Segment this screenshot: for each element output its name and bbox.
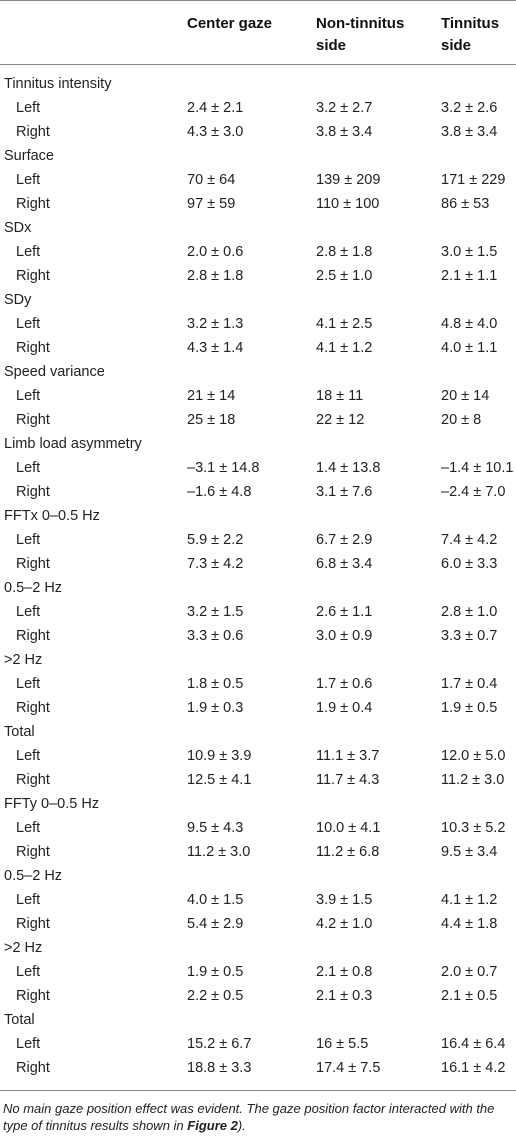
table-cell: 10.0 ± 4.1 bbox=[316, 820, 381, 836]
group-row bbox=[0, 504, 516, 528]
row-label: Left bbox=[16, 748, 41, 764]
table-cell: 2.0 ± 0.6 bbox=[187, 244, 244, 260]
header-non-tinnitus-side-line2: side bbox=[316, 37, 347, 54]
table-cell: 2.1 ± 1.1 bbox=[441, 268, 498, 284]
row-label: Right bbox=[16, 916, 50, 932]
row-label: Left bbox=[16, 100, 41, 116]
table-cell: –1.4 ± 10.1 bbox=[441, 460, 514, 476]
group-row bbox=[0, 936, 516, 960]
table-cell: 171 ± 229 bbox=[441, 172, 506, 188]
group-row bbox=[0, 720, 516, 744]
bottom-rule bbox=[0, 1090, 516, 1091]
table-row bbox=[0, 816, 516, 840]
table-cell: 2.8 ± 1.0 bbox=[441, 604, 498, 620]
group-label: >2 Hz bbox=[4, 940, 43, 956]
table-cell: –2.4 ± 7.0 bbox=[441, 484, 506, 500]
row-label: Right bbox=[16, 628, 50, 644]
table-cell: 15.2 ± 6.7 bbox=[187, 1036, 252, 1052]
table-cell: 1.9 ± 0.5 bbox=[187, 964, 244, 980]
table-cell: 4.3 ± 3.0 bbox=[187, 124, 244, 140]
table-cell: 12.5 ± 4.1 bbox=[187, 772, 252, 788]
group-row bbox=[0, 432, 516, 456]
table-row bbox=[0, 264, 516, 288]
header-center-gaze: Center gaze bbox=[187, 15, 273, 32]
table-cell: 18.8 ± 3.3 bbox=[187, 1060, 252, 1076]
group-label: Tinnitus intensity bbox=[4, 76, 112, 92]
table-cell: 139 ± 209 bbox=[316, 172, 381, 188]
table-row bbox=[0, 984, 516, 1008]
table-row bbox=[0, 528, 516, 552]
table-cell: 6.7 ± 2.9 bbox=[316, 532, 373, 548]
table-cell: 110 ± 100 bbox=[316, 196, 380, 212]
row-label: Right bbox=[16, 988, 50, 1004]
row-label: Left bbox=[16, 964, 41, 980]
table-cell: 4.1 ± 2.5 bbox=[316, 316, 373, 332]
table-row bbox=[0, 480, 516, 504]
row-label: Left bbox=[16, 244, 41, 260]
row-label: Left bbox=[16, 1036, 41, 1052]
table-cell: 3.2 ± 2.7 bbox=[316, 100, 373, 116]
table-row bbox=[0, 168, 516, 192]
group-label: Speed variance bbox=[4, 364, 105, 380]
group-label: Total bbox=[4, 724, 35, 740]
table-row bbox=[0, 552, 516, 576]
table-cell: 1.8 ± 0.5 bbox=[187, 676, 244, 692]
table-cell: 70 ± 64 bbox=[187, 172, 236, 188]
group-label: Total bbox=[4, 1012, 35, 1028]
table-cell: –1.6 ± 4.8 bbox=[187, 484, 252, 500]
table-cell: 4.1 ± 1.2 bbox=[441, 892, 498, 908]
table-cell: 10.9 ± 3.9 bbox=[187, 748, 252, 764]
table-cell: 9.5 ± 3.4 bbox=[441, 844, 498, 860]
table-row bbox=[0, 312, 516, 336]
row-label: Left bbox=[16, 892, 41, 908]
table-cell: 20 ± 14 bbox=[441, 388, 490, 404]
row-label: Right bbox=[16, 268, 50, 284]
table-cell: 25 ± 18 bbox=[187, 412, 236, 428]
row-label: Left bbox=[16, 820, 41, 836]
group-label: Limb load asymmetry bbox=[4, 436, 142, 452]
table-row bbox=[0, 408, 516, 432]
table-cell: 4.0 ± 1.1 bbox=[441, 340, 498, 356]
row-label: Left bbox=[16, 532, 41, 548]
table-cell: 1.7 ± 0.6 bbox=[316, 676, 373, 692]
table-cell: 9.5 ± 4.3 bbox=[187, 820, 244, 836]
table-row bbox=[0, 600, 516, 624]
table-row bbox=[0, 912, 516, 936]
table-row bbox=[0, 672, 516, 696]
table-cell: 2.8 ± 1.8 bbox=[316, 244, 373, 260]
group-row bbox=[0, 648, 516, 672]
table-cell: –3.1 ± 14.8 bbox=[187, 460, 260, 476]
group-label: 0.5–2 Hz bbox=[4, 868, 63, 884]
table-cell: 7.4 ± 4.2 bbox=[441, 532, 498, 548]
group-row bbox=[0, 792, 516, 816]
table-cell: 10.3 ± 5.2 bbox=[441, 820, 506, 836]
table-row bbox=[0, 888, 516, 912]
table-row bbox=[0, 96, 516, 120]
table-cell: 1.9 ± 0.4 bbox=[316, 700, 373, 716]
table-cell: 4.3 ± 1.4 bbox=[187, 340, 244, 356]
table-cell: 2.1 ± 0.8 bbox=[316, 964, 373, 980]
table-cell: 20 ± 8 bbox=[441, 412, 482, 428]
footnote-text-end: ). bbox=[237, 1118, 246, 1133]
group-row bbox=[0, 288, 516, 312]
table-cell: 1.9 ± 0.5 bbox=[441, 700, 498, 716]
group-label: FFTy 0–0.5 Hz bbox=[4, 796, 100, 812]
table-cell: 1.9 ± 0.3 bbox=[187, 700, 244, 716]
group-label: 0.5–2 Hz bbox=[4, 580, 63, 596]
row-label: Right bbox=[16, 700, 50, 716]
table-cell: 4.8 ± 4.0 bbox=[441, 316, 498, 332]
table-row bbox=[0, 960, 516, 984]
table-cell: 4.2 ± 1.0 bbox=[316, 916, 373, 932]
table-cell: 3.2 ± 1.3 bbox=[187, 316, 244, 332]
footnote-text: No main gaze position effect was evident. The gaze position factor interacted with the type of tinnitus results shown in bbox=[3, 1101, 495, 1133]
table-cell: 2.1 ± 0.3 bbox=[316, 988, 373, 1004]
row-label: Left bbox=[16, 316, 41, 332]
table-cell: 2.1 ± 0.5 bbox=[441, 988, 498, 1004]
table-cell: 4.0 ± 1.5 bbox=[187, 892, 244, 908]
table-cell: 2.6 ± 1.1 bbox=[316, 604, 373, 620]
table-cell: 3.3 ± 0.6 bbox=[187, 628, 244, 644]
table-row bbox=[0, 1032, 516, 1056]
row-label: Right bbox=[16, 412, 50, 428]
table-cell: 17.4 ± 7.5 bbox=[316, 1060, 381, 1076]
row-label: Right bbox=[16, 772, 50, 788]
table-cell: 3.1 ± 7.6 bbox=[316, 484, 373, 500]
group-row bbox=[0, 360, 516, 384]
table-cell: 2.4 ± 2.1 bbox=[187, 100, 244, 116]
table-cell: 2.8 ± 1.8 bbox=[187, 268, 244, 284]
table-cell: 11.2 ± 3.0 bbox=[187, 844, 251, 860]
group-row bbox=[0, 864, 516, 888]
table-cell: 3.9 ± 1.5 bbox=[316, 892, 373, 908]
group-label: SDy bbox=[4, 292, 32, 308]
row-label: Left bbox=[16, 604, 41, 620]
table-footnote bbox=[3, 1100, 513, 1134]
table-cell: 21 ± 14 bbox=[187, 388, 236, 404]
header-non-tinnitus-side-line1: Non-tinnitus bbox=[316, 15, 405, 32]
row-label: Right bbox=[16, 196, 50, 212]
group-label: FFTx 0–0.5 Hz bbox=[4, 508, 100, 524]
table-cell: 3.2 ± 2.6 bbox=[441, 100, 498, 116]
table-cell: 6.8 ± 3.4 bbox=[316, 556, 373, 572]
table-cell: 2.0 ± 0.7 bbox=[441, 964, 498, 980]
table-cell: 11.7 ± 4.3 bbox=[316, 772, 380, 788]
figure-2-reference: Figure 2 bbox=[187, 1118, 238, 1133]
table-cell: 18 ± 11 bbox=[316, 388, 364, 404]
row-label: Right bbox=[16, 556, 50, 572]
table-cell: 1.4 ± 13.8 bbox=[316, 460, 381, 476]
table-row bbox=[0, 336, 516, 360]
row-label: Right bbox=[16, 124, 50, 140]
table-cell: 4.4 ± 1.8 bbox=[441, 916, 498, 932]
table-body bbox=[0, 72, 516, 1080]
row-label: Left bbox=[16, 676, 41, 692]
table-row bbox=[0, 1056, 516, 1080]
table-cell: 4.1 ± 1.2 bbox=[316, 340, 373, 356]
table-row bbox=[0, 744, 516, 768]
group-row bbox=[0, 144, 516, 168]
table-cell: 3.0 ± 1.5 bbox=[441, 244, 498, 260]
table-row bbox=[0, 840, 516, 864]
group-label: >2 Hz bbox=[4, 652, 43, 668]
table-row bbox=[0, 384, 516, 408]
table-cell: 97 ± 59 bbox=[187, 196, 236, 212]
table-row bbox=[0, 240, 516, 264]
group-row bbox=[0, 216, 516, 240]
table-row bbox=[0, 192, 516, 216]
table-row bbox=[0, 768, 516, 792]
table-cell: 6.0 ± 3.3 bbox=[441, 556, 498, 572]
top-rule bbox=[0, 0, 516, 1]
table-cell: 7.3 ± 4.2 bbox=[187, 556, 244, 572]
table-cell: 11.2 ± 6.8 bbox=[316, 844, 380, 860]
table-row bbox=[0, 456, 516, 480]
group-row bbox=[0, 72, 516, 96]
row-label: Left bbox=[16, 388, 41, 404]
group-row bbox=[0, 576, 516, 600]
table-cell: 2.2 ± 0.5 bbox=[187, 988, 244, 1004]
table-cell: 16 ± 5.5 bbox=[316, 1036, 369, 1052]
table-cell: 16.1 ± 4.2 bbox=[441, 1060, 506, 1076]
table-cell: 5.4 ± 2.9 bbox=[187, 916, 244, 932]
header-rule bbox=[0, 64, 516, 65]
table-cell: 3.2 ± 1.5 bbox=[187, 604, 244, 620]
table-cell: 11.2 ± 3.0 bbox=[441, 772, 505, 788]
row-label: Right bbox=[16, 484, 50, 500]
group-row bbox=[0, 1008, 516, 1032]
row-label: Right bbox=[16, 340, 50, 356]
table-cell: 16.4 ± 6.4 bbox=[441, 1036, 506, 1052]
row-label: Right bbox=[16, 844, 50, 860]
header-tinnitus-side-line2: side bbox=[441, 37, 472, 54]
table-cell: 12.0 ± 5.0 bbox=[441, 748, 506, 764]
table-cell: 22 ± 12 bbox=[316, 412, 365, 428]
table-cell: 3.8 ± 3.4 bbox=[441, 124, 498, 140]
row-label: Right bbox=[16, 1060, 50, 1076]
table-cell: 86 ± 53 bbox=[441, 196, 490, 212]
group-label: SDx bbox=[4, 220, 32, 236]
table-cell: 11.1 ± 3.7 bbox=[316, 748, 380, 764]
table-cell: 1.7 ± 0.4 bbox=[441, 676, 498, 692]
table-cell: 3.0 ± 0.9 bbox=[316, 628, 373, 644]
table-cell: 2.5 ± 1.0 bbox=[316, 268, 373, 284]
header-tinnitus-side-line1: Tinnitus bbox=[441, 15, 500, 32]
table-cell: 3.8 ± 3.4 bbox=[316, 124, 373, 140]
table-row bbox=[0, 696, 516, 720]
row-label: Left bbox=[16, 172, 41, 188]
table-cell: 5.9 ± 2.2 bbox=[187, 532, 244, 548]
table-row bbox=[0, 624, 516, 648]
table-cell: 3.3 ± 0.7 bbox=[441, 628, 498, 644]
group-label: Surface bbox=[4, 148, 54, 164]
row-label: Left bbox=[16, 460, 41, 476]
table-row bbox=[0, 120, 516, 144]
